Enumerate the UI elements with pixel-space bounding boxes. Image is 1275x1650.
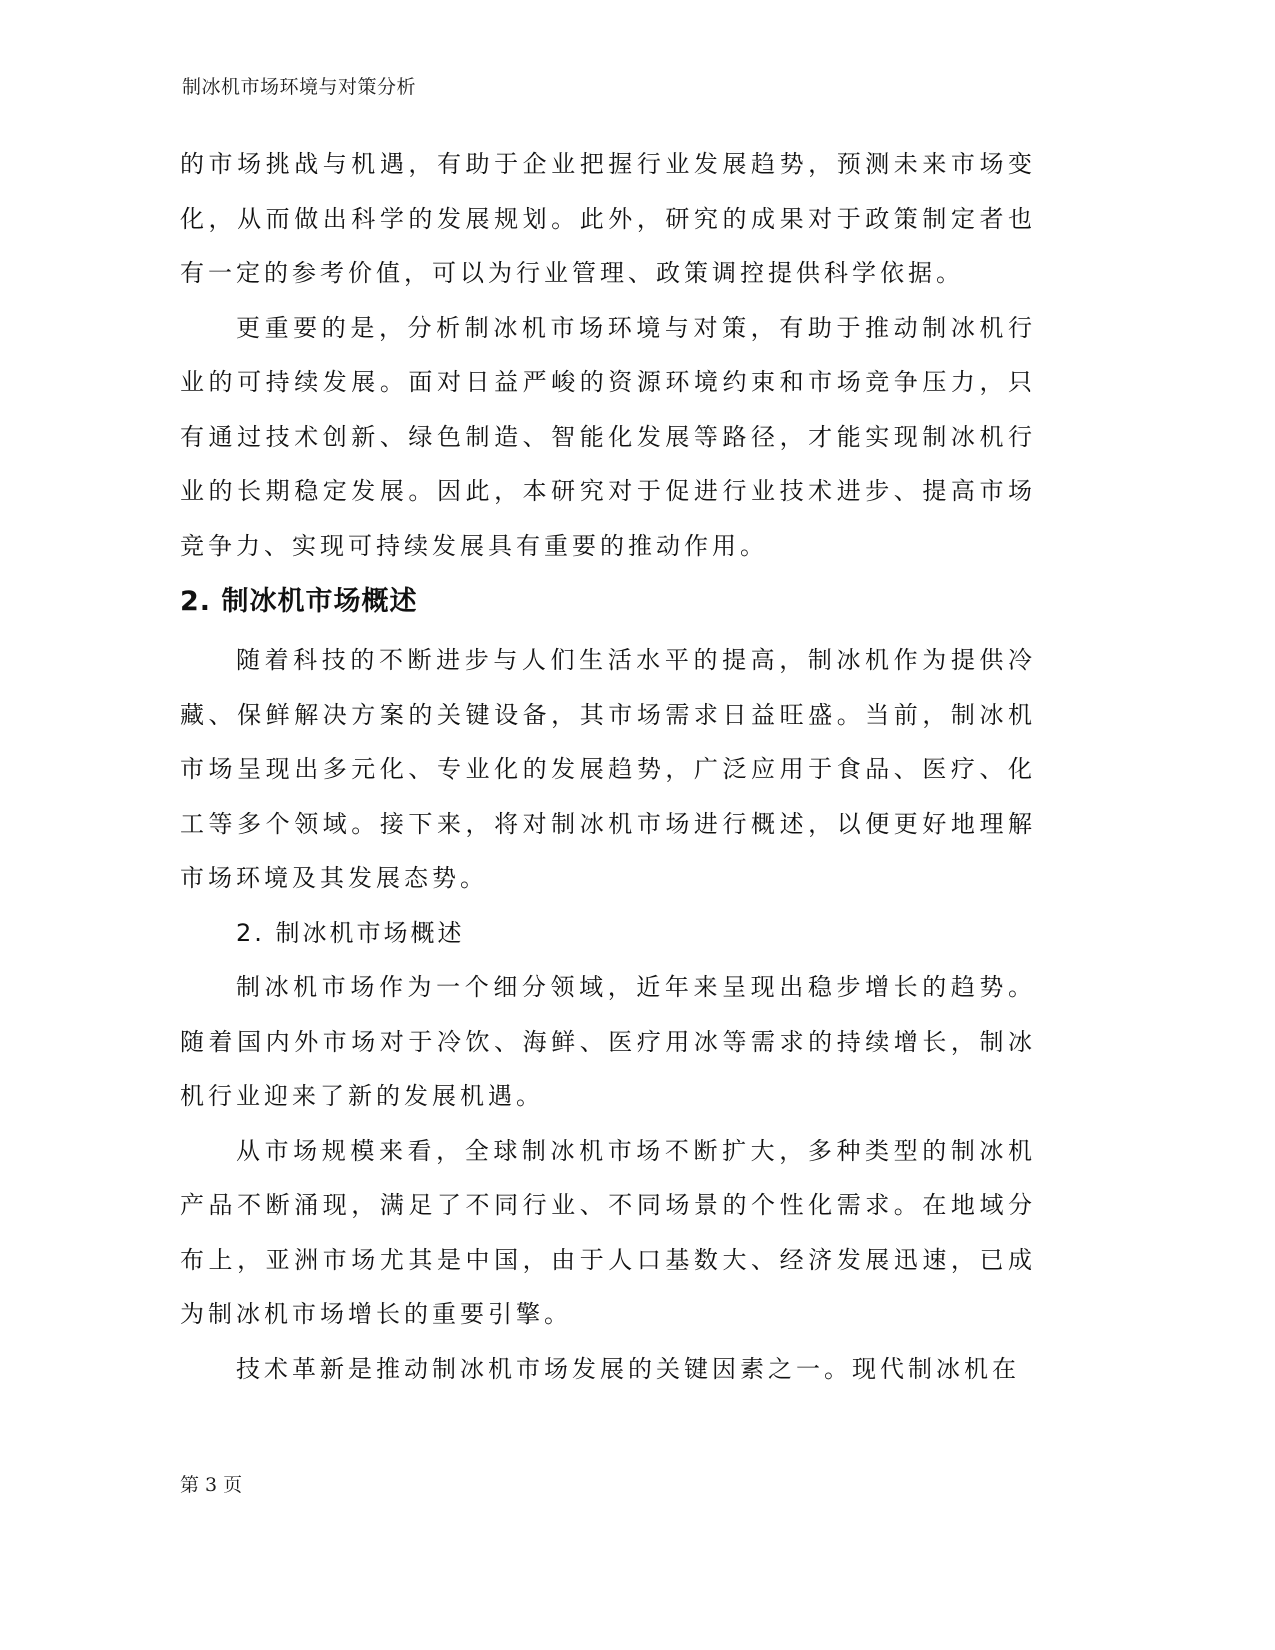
paragraph-sustainable-development: 更重要的是，分析制冰机市场环境与对策，有助于推动制冰机行业的可持续发展。面对日益严峻的资源环境约束和市场竞争压力，只有通过技术创新、绿色制造、智能化发展等路径，才能实现制冰机行业的长期稳定发展。因此，本研究对于促进行业技术进步、提高市场竞争力、实现可持续发展具有重要的推动作用。: [180, 313, 1036, 560]
paragraph-market-intro: 随着科技的不断进步与人们生活水平的提高，制冰机作为提供冷藏、保鲜解决方案的关键设备，其市场需求日益旺盛。当前，制冰机市场呈现出多元化、专业化的发展趋势，广泛应用于食品、医疗、化工等多个领域。接下来，将对制冰机市场进行概述，以便更好地理解市场环境及其发展态势。: [180, 646, 1036, 892]
paragraph-tech-innovation: 技术革新是推动制冰机市场发展的关键因素之一。现代制冰机在: [236, 1354, 1020, 1383]
paragraph-market-scale: 从市场规模来看，全球制冰机市场不断扩大，多种类型的制冰机产品不断涌现，满足了不同行业、不同场景的个性化需求。在地域分布上，亚洲市场尤其是中国，由于人口基数大、经济发展迅速，已成为制冰机市场增长的重要引擎。: [180, 1136, 1036, 1328]
paragraph-segment-growth: 制冰机市场作为一个细分领域，近年来呈现出稳步增长的趋势。随着国内外市场对于冷饮、海鲜、医疗用冰等需求的持续增长，制冰机行业迎来了新的发展机遇。: [180, 973, 1036, 1110]
subheading-market-overview: 2. 制冰机市场概述: [236, 918, 465, 947]
page-header-title: 制冰机市场环境与对策分析: [182, 76, 417, 98]
document-body: [180, 137, 1036, 1396]
paragraph-continuation: 的市场挑战与机遇，有助于企业把握行业发展趋势，预测未来市场变化，从而做出科学的发展规划。此外，研究的成果对于政策制定者也有一定的参考价值，可以为行业管理、政策调控提供科学依据。: [180, 150, 1036, 287]
page-number: 第 3 页: [180, 1474, 243, 1496]
section-heading-market-overview: 2. 制冰机市场概述: [180, 586, 418, 617]
